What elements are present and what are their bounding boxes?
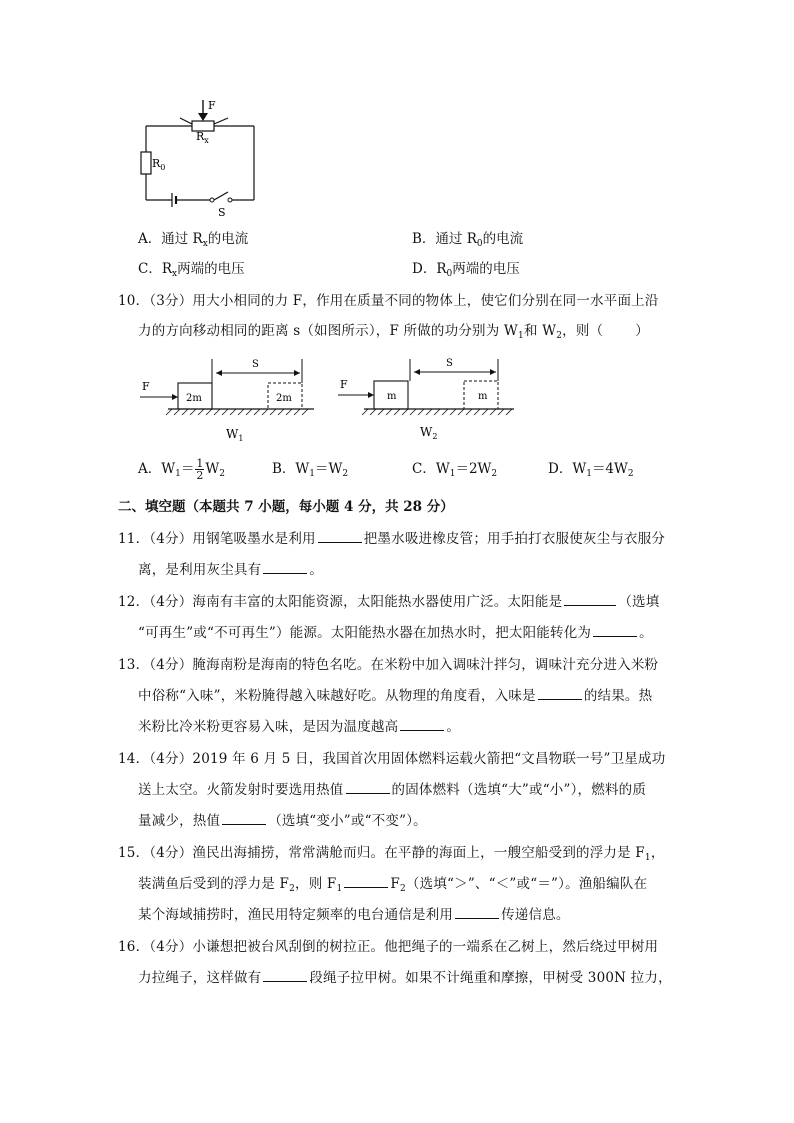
q9-option-d: D．$R_0$两端的电压 <box>412 261 520 279</box>
q14-line-1: 14．（4分）2019 年 6 月 5 日，我国首次用固体燃料运载火箭把“文昌物联一号”卫星成功 <box>118 751 666 767</box>
answer-blank[interactable] <box>346 781 390 794</box>
mass-label: 2m <box>186 393 202 404</box>
answer-blank[interactable] <box>263 561 307 574</box>
answer-blank[interactable] <box>263 969 307 982</box>
q10-option-c: C．$W_1=2W_2$ <box>412 461 498 479</box>
circuit-diagram <box>136 96 262 220</box>
q13-line-3: 米粉比冷米粉更容易入味，是因为温度越高 。 <box>138 719 461 735</box>
mass-label: m <box>387 391 397 402</box>
force-label: F <box>208 99 216 112</box>
q10-line-2: 力的方向移动相同的距离 s（如图所示），F 所做的功分别为 $W_1$和 $W_2$，则（ ） <box>138 323 649 341</box>
q11-line-2: 离，是利用灰尘具有 。 <box>138 562 324 578</box>
answer-blank[interactable] <box>564 593 616 606</box>
q13-line-2: 中俗称“入味”，米粉腌得越入味越好吃。从物理的角度看，入味是 的结果。热 <box>138 688 653 704</box>
q9-option-c: C．$R_x$两端的电压 <box>138 261 245 279</box>
mass-moved-label: 2m <box>276 393 292 404</box>
answer-blank[interactable] <box>318 530 362 543</box>
q10-option-a: A．$W_1=$ $\frac{1}{2}$ $W_2$ <box>138 457 225 482</box>
q14-line-3: 量减少，热值 （选填“变小”或“不变”）。 <box>138 813 427 829</box>
answer-blank[interactable] <box>400 718 444 731</box>
q10-figure-w1 <box>138 355 318 445</box>
force-label: F <box>340 378 348 391</box>
answer-blank[interactable] <box>222 812 266 825</box>
distance-label: S <box>446 358 453 369</box>
q9-option-b: B．通过 $R_0$的电流 <box>412 231 524 249</box>
q10-option-b: B．$W_1=W_2$ <box>272 461 349 479</box>
q14-line-2: 送上太空。火箭发射时要选用热值 的固体燃料（选填“大”或“小”），燃料的质 <box>138 782 647 798</box>
q10-figure-w2 <box>338 355 518 445</box>
section-2-title: 二、填空题（本题共 7 小题，每小题 4 分，共 28 分） <box>118 499 454 515</box>
switch-label: S <box>218 206 226 219</box>
distance-label: S <box>252 359 259 370</box>
q11-line-1: 11．（4分）用钢笔吸墨水是利用 把墨水吸进橡皮管；用手拍打衣服使灰尘与衣服分 <box>118 531 666 547</box>
caption-w1: $W_1$ <box>226 427 244 443</box>
answer-blank[interactable] <box>538 687 582 700</box>
q16-line-1: 16．（4分）小谦想把被台风刮倒的树拉正。他把绳子的一端系在乙树上，然后绕过甲树用 <box>118 939 659 955</box>
q12-line-1: 12．（4分）海南有丰富的太阳能资源，太阳能热水器使用广泛。太阳能是 （选填 <box>118 594 660 610</box>
q10-line-1: 10．（3分）用大小相同的力 F，作用在质量不同的物体上，使它们分别在同一水平面上沿 <box>118 293 659 309</box>
answer-blank[interactable] <box>344 875 388 888</box>
answer-blank[interactable] <box>593 624 637 637</box>
rx-label: $R_x$ <box>196 130 209 145</box>
r0-label: $R_0$ <box>152 157 166 172</box>
q15-line-1: 15．（4分）渔民出海捕捞，常常满舱而归。在平静的海面上，一艘空船受到的浮力是 $F_1$， <box>118 845 665 863</box>
q15-line-2: 装满鱼后受到的浮力是 $F_2$，则 $F_1$ $F_2$（选填“＞”、“＜”或“＝”）。渔船编队在 <box>138 876 648 894</box>
force-label: F <box>142 380 150 393</box>
q15-line-3: 某个海域捕捞时，渔民用特定频率的电台通信是利用 传递信息。 <box>138 907 570 923</box>
caption-w2: $W_2$ <box>420 425 438 441</box>
q13-line-1: 13．（4分）腌海南粉是海南的特色名吃。在米粉中加入调味汁拌匀，调味汁充分进入米粉 <box>118 657 659 673</box>
answer-blank[interactable] <box>455 906 499 919</box>
mass-moved-label: m <box>478 391 488 402</box>
q16-line-2: 力拉绳子，这样做有 段绳子拉甲树。如果不计绳重和摩擦，甲树受 300N 拉力， <box>138 970 672 986</box>
q10-option-d: D．$W_1=4W_2$ <box>548 461 634 479</box>
q12-line-2: “可再生”或“不可再生”）能源。太阳能热水器在加热水时，把太阳能转化为 。 <box>138 625 653 641</box>
q9-option-a: A．通过 $R_x$的电流 <box>138 231 249 249</box>
